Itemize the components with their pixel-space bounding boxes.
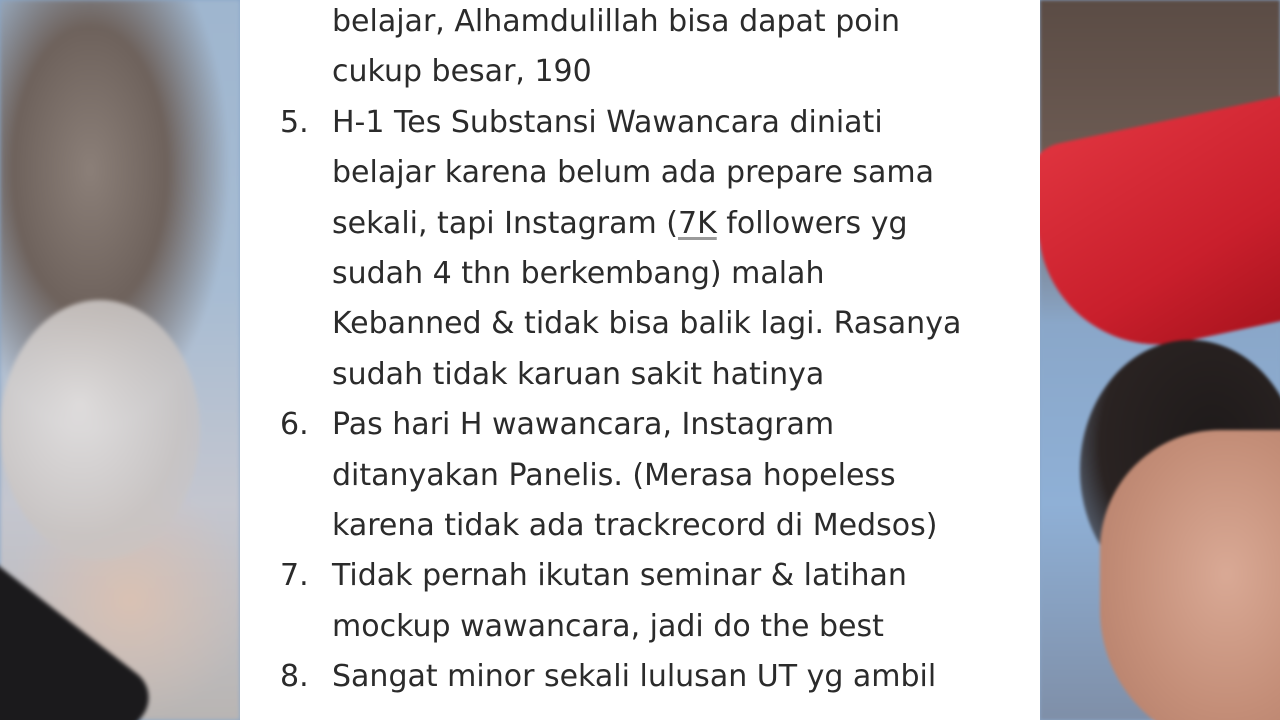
list-line [240,47,1040,97]
list-text-post: followers yg [716,205,908,241]
list-text: sudah 4 thn berkembang) malah [332,255,825,291]
list-line [240,249,1040,299]
list-number: 5. [280,104,309,140]
list-item-6 [240,400,1040,450]
list-text: Kebanned & tidak bisa balik lagi. Rasanya [332,306,962,342]
list-line [240,451,1040,501]
list-text: H-1 Tes Substansi Wawancara diniati [332,104,883,140]
list-line [240,0,1040,47]
list-text: belajar, Alhamdulillah bisa dapat poin [332,4,900,39]
list-text: Sangat minor sekali lulusan UT yg ambil [332,659,937,695]
numbered-list [240,0,1040,702]
list-text-pre: sekali, tapi Instagram ( [332,205,678,241]
list-line [240,148,1040,198]
list-number: 6. [280,407,309,443]
list-text: Tidak pernah ikutan seminar & latihan [332,558,907,594]
list-line [240,501,1040,551]
list-line [240,602,1040,652]
red-cap [1020,93,1280,366]
list-text: karena tidak ada trackrecord di Medsos) [332,507,938,543]
list-number: 8. [280,659,309,695]
list-item-8 [240,652,1040,702]
list-item-7 [240,551,1040,601]
list-text: cukup besar, 190 [332,54,592,90]
blurred-arm [0,300,200,560]
list-line [240,350,1040,400]
list-text: ditanyakan Panelis. (Merasa hopeless [332,457,896,493]
list-text: Pas hari H wawancara, Instagram [332,407,835,443]
face [1100,430,1280,720]
list-line [240,199,1040,249]
followers-count-link[interactable]: 7K [677,205,717,241]
list-text: mockup wawancara, jadi do the best [332,608,884,644]
list-line [240,299,1040,349]
list-number: 7. [280,558,309,594]
background-photo-right [1040,0,1280,720]
list-text [332,199,908,249]
list-item-5 [240,98,1040,148]
list-text: belajar karena belum ada prepare sama [332,155,934,191]
background-photo-left [0,0,240,720]
list-text: sudah tidak karuan sakit hatinya [332,356,825,392]
document-panel [240,0,1040,720]
